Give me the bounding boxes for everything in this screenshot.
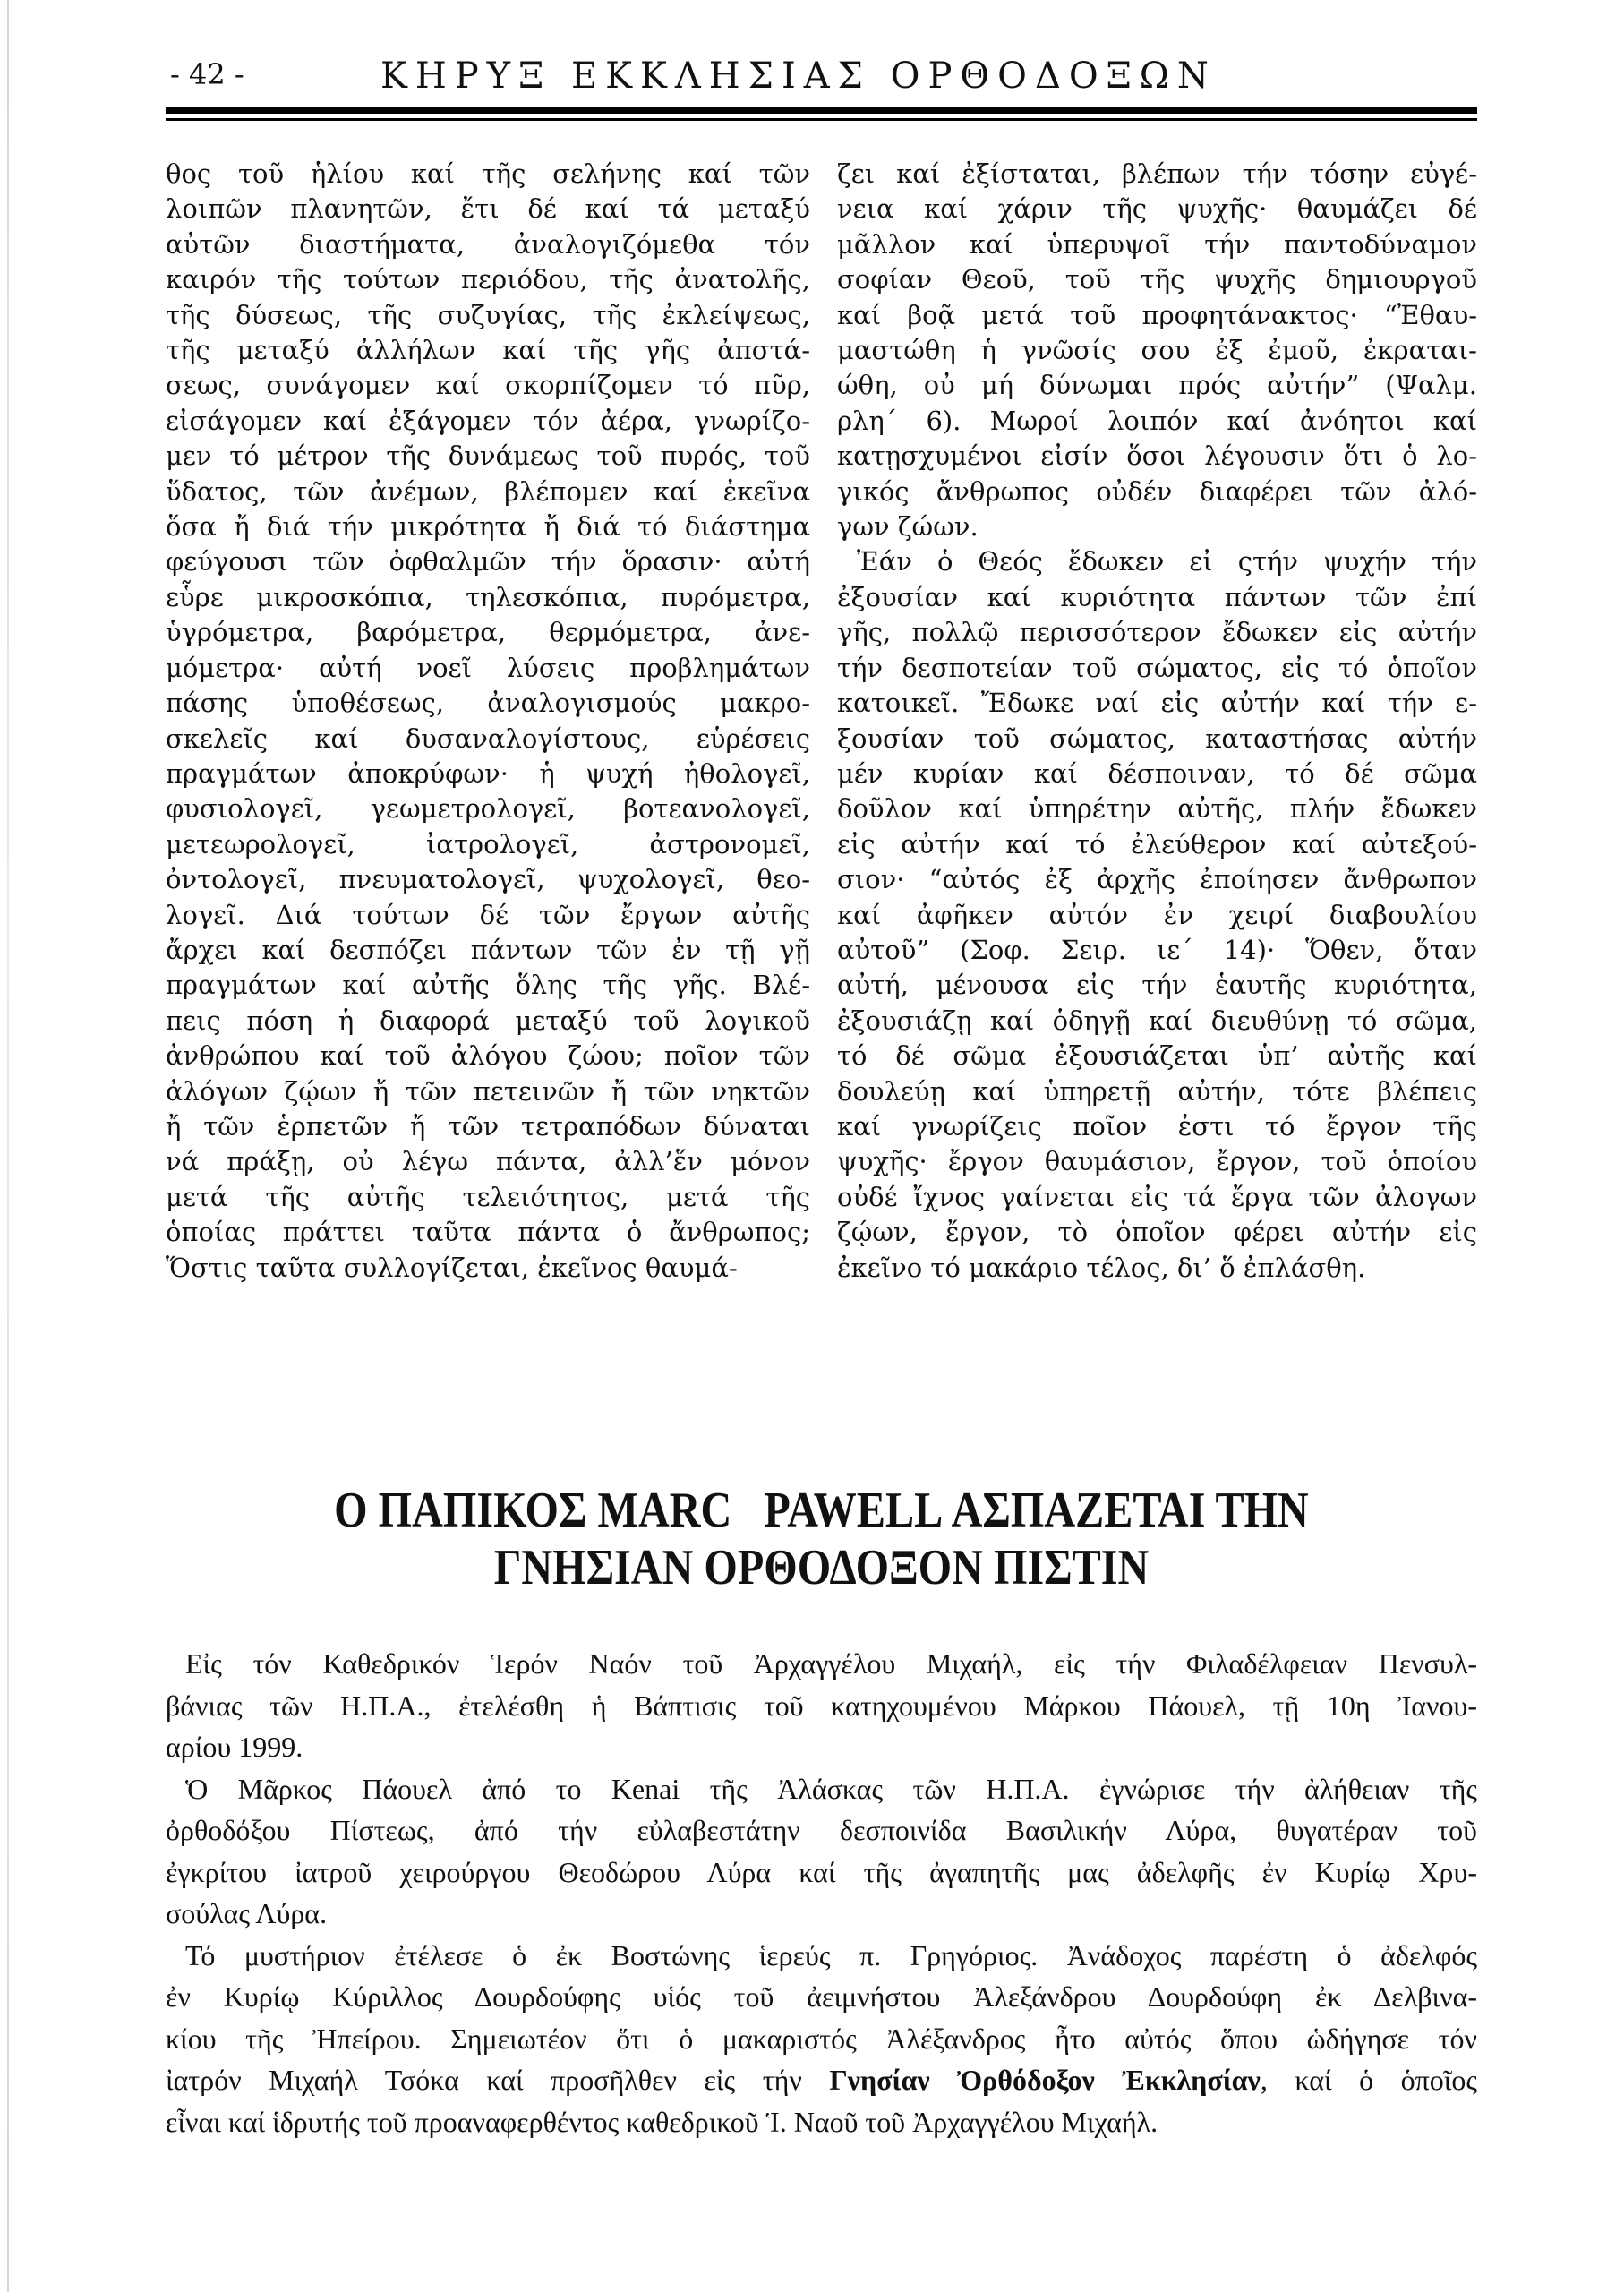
- article-line: Τό μυστήριον ἐτέλεσε ὁ ἐκ Βοστώνης ἱερεύς π. Γρηγόριος. Ἀνάδοχος παρέστη ὁ ἀδελφός: [185, 1938, 1477, 1971]
- text-line: ψυχῆς· ἔργον θαυμάσιον, ἔργον, τοῦ ὁποίου: [837, 1146, 1477, 1177]
- bold-church-name: Γνησίαν Ὀρθόδοξον Ἐκκλησίαν: [829, 2064, 1261, 2096]
- text-line: νεια καί χάριν τῆς ψυχῆς· θαυμάζει δέ: [837, 193, 1477, 225]
- text-line: ὕδατος, τῶν ἀνέμων, βλέπομεν καί ἐκεῖνα: [166, 475, 810, 507]
- article-line: [166, 2059, 1477, 2101]
- text-line: αὐτῶν διαστήματα, ἀναλογιζόμεθα τόν: [166, 228, 810, 260]
- text-line: πάσης ὑποθέσεως, ἀναλογισμούς μακρο-: [166, 688, 810, 719]
- text-line: κατῃσχυμένοι εἰσίν ὅσοι λέγουσιν ὅτι ὁ λο-: [837, 440, 1477, 472]
- text-line: καί ἀφῆκεν αὐτόν ἐν χειρί διαβουλίου: [837, 899, 1477, 930]
- text-line: ἄρχει καί δεσπόζει πάντων τῶν ἐν τῇ γῇ: [166, 934, 810, 965]
- text-line: μέν κυρίαν καί δέσποιναν, τό δέ σῶμα: [837, 757, 1477, 789]
- text-line: λογεῖ. Διά τούτων δέ τῶν ἔργων αὐτῆς: [166, 899, 810, 930]
- article-line: Εἰς τόν Καθεδρικόν Ἱερόν Ναόν τοῦ Ἀρχαγγέλου Μιχαήλ, εἰς τήν Φιλαδέλφειαν Πενσυλ-: [185, 1647, 1477, 1680]
- article-line: αρίου 1999.: [166, 1731, 303, 1763]
- text-line: δοῦλον καί ὑπηρέτην αὐτῆς, πλήν ἔδωκεν: [837, 793, 1477, 825]
- text-line: τήν δεσποτείαν τοῦ σώματος, εἰς τό ὁποῖον: [837, 652, 1477, 683]
- headline-line-1: Ο ΠΑΠΙΚΟΣ MARC PAWELL ΑΣΠΑΖΕΤΑΙ ΤΗΝ: [334, 1483, 1309, 1538]
- article-line: εἶναι καί ἱδρυτής τοῦ προαναφερθέντος καθεδρικοῦ Ἱ. Ναοῦ τοῦ Ἀρχαγγέλου Μιχαήλ.: [166, 2105, 1158, 2138]
- text-line: ξουσίαν τοῦ σώματος, καταστήσας αὐτήν: [837, 723, 1477, 754]
- page-header: [166, 56, 1477, 109]
- article-headline: [258, 1482, 1386, 1596]
- article-line: ὀρθοδόξου Πίστεως, ἀπό τήν εὐλαβεστάτην δεσποινίδα Βασιλικήν Λύρα, θυγατέραν τοῦ: [166, 1814, 1477, 1846]
- text-line: μετά τῆς αὐτῆς τελειότητος, μετά τῆς: [166, 1181, 810, 1212]
- text-line: Ἐάν ὁ Θεός ἔδωκεν εἰ ςτήν ψυχήν τήν: [857, 546, 1477, 577]
- article-line-tail: , καί ὁ ὁποῖος: [1260, 2064, 1477, 2096]
- text-line: πραγμάτων καί αὐτῆς ὅλης τῆς γῆς. Βλέ-: [166, 970, 810, 1001]
- header-rule-thick: [166, 107, 1477, 114]
- masthead-title: ΚΗΡΥΞ ΕΚΚΛΗΣΙΑΣ ΟΡΘΟΔΟΞΩΝ: [380, 56, 1217, 97]
- article-line: βάνιας τῶν Η.Π.Α., ἐτελέσθη ἡ Βάπτισις τοῦ κατηχουμένου Μάρκου Πάουελ, τῇ 10η Ἰανου-: [166, 1689, 1477, 1722]
- text-line: ζῴων, ἔργον, τὸ ὁποῖον φέρει αὐτήν εἰς: [837, 1217, 1477, 1248]
- text-line: λοιπῶν πλανητῶν, ἔτι δέ καί τά μεταξύ: [166, 193, 810, 225]
- text-line: ὁποίας πράττει ταῦτα πάντα ὁ ἄνθρωπος;: [166, 1217, 810, 1248]
- text-line: ὀντολογεῖ, πνευματολογεῖ, ψυχολογεῖ, θεο-: [166, 864, 810, 895]
- article-line: ἐν Κυρίῳ Κύριλλος Δουρδούφης υἱός τοῦ ἀειμνήστου Ἀλεξάνδρου Δουρδούφη ἐκ Δελβινα-: [166, 1980, 1477, 2013]
- scan-edge-artifact: [7, 0, 9, 2292]
- text-line: πραγμάτων ἀποκρύφων· ἡ ψυχή ἠθολογεῖ,: [166, 757, 810, 789]
- text-line: οὐδέ ἴχνος γαίνεται εἰς τά ἔργα τῶν ἀλογων: [837, 1181, 1477, 1212]
- article-line: Ὁ Μᾶρκος Πάουελ ἀπό το Kenai τῆς Ἀλάσκας τῶν Η.Π.Α. ἐγνώρισε τήν ἀλήθειαν τῆς: [185, 1772, 1477, 1805]
- text-line: σοφίαν Θεοῦ, τοῦ τῆς ψυχῆς δημιουργοῦ: [837, 264, 1477, 295]
- text-line: τό δέ σῶμα ἐξουσιάζεται ὑπ’ αὐτῆς καί: [837, 1040, 1477, 1072]
- text-line: γων ζώων.: [837, 511, 979, 543]
- text-line: ἐξουσίαν καί κυριότητα πάντων τῶν ἐπί: [837, 581, 1477, 612]
- text-line: ζει καί ἐξίσταται, βλέπων τήν τόσην εὐγέ-: [837, 158, 1477, 189]
- text-line: νά πράξῃ, οὐ λέγω πάντα, ἀλλ’ἕν μόνον: [166, 1146, 810, 1177]
- article-body: [166, 1643, 1477, 2142]
- text-line: αὐτή, μένουσα εἰς τήν ἑαυτῆς κυριότητα,: [837, 970, 1477, 1001]
- text-line: γῆς, πολλῷ περισσότερον ἔδωκεν εἰς αὐτήν: [837, 617, 1477, 648]
- article-line: σούλας Λύρα.: [166, 1897, 328, 1929]
- text-line: ώθη, οὐ μή δύνωμαι πρός αὐτήν” (Ψαλμ.: [837, 370, 1477, 401]
- text-line: ρλη΄ 6). Μωροί λοιπόν καί ἀνόητοι καί: [837, 405, 1477, 436]
- text-line: κατοικεῖ. Ἔδωκε ναί εἰς αὐτήν καί τήν ε-: [837, 688, 1477, 719]
- text-line: ἀνθρώπου καί τοῦ ἀλόγου ζώου; ποῖον τῶν: [166, 1040, 810, 1072]
- page-number: - 42 -: [170, 57, 244, 91]
- text-line: ἐκεῖνο τό μακάριο τέλος, δι’ ὅ ἐπλάσθη.: [837, 1252, 1366, 1283]
- article-line-head: ἰατρόν Μιχαήλ Τσόκα καί προσῆλθεν εἰς τήν: [166, 2064, 830, 2096]
- text-line: καιρόν τῆς τούτων περιόδου, τῆς ἀνατολῆς,: [166, 264, 810, 295]
- text-line: τῆς μεταξύ ἀλλήλων καί τῆς γῆς ἀπστά-: [166, 335, 810, 366]
- text-line: καί βοᾷ μετά τοῦ προφητάνακτος· “Ἐθαυ-: [837, 299, 1477, 330]
- text-line: ἐξουσιάζῃ καί ὁδηγῇ καί διευθύνῃ τό σῶμα,: [837, 1005, 1477, 1036]
- text-line: ἀλόγων ζῴων ἤ τῶν πετεινῶν ἤ τῶν νηκτῶν: [166, 1075, 810, 1107]
- text-line: μόμετρα· αὐτή νοεῖ λύσεις προβλημάτων: [166, 652, 810, 683]
- text-line: φεύγουσι τῶν ὀφθαλμῶν τήν ὅρασιν· αὐτή: [166, 546, 810, 577]
- text-line: Ὅστις ταῦτα συλλογίζεται, ἐκεῖνος θαυμά-: [166, 1252, 738, 1283]
- text-line: καί γνωρίζεις ποῖον ἐστι τό ἔργον τῆς: [837, 1110, 1477, 1142]
- text-line: θος τοῦ ἡλίου καί τῆς σελήνης καί τῶν: [166, 158, 810, 189]
- text-line: σιον· “αὐτός ἐξ ἀρχῆς ἐποίησεν ἄνθρωπον: [837, 864, 1477, 895]
- text-line: εἰς αὐτήν καί τό ἐλεύθερον καί αὐτεξού-: [837, 828, 1477, 860]
- text-line: φυσιολογεῖ, γεωμετρολογεῖ, βοτεανολογεῖ,: [166, 793, 810, 825]
- right-column: [837, 157, 1477, 1286]
- text-line: ἤ τῶν ἑρπετῶν ἤ τῶν τετραπόδων δύναται: [166, 1110, 810, 1142]
- text-line: σεως, συνάγομεν καί σκορπίζομεν τό πῦρ,: [166, 370, 810, 401]
- text-line: σκελεῖς καί δυσαναλογίστους, εὑρέσεις: [166, 723, 810, 754]
- text-line: ὅσα ἤ διά τήν μικρότητα ἤ διά τό διάστημα: [166, 511, 810, 543]
- header-rule-thin: [166, 118, 1477, 121]
- text-line: εὗρε μικροσκόπια, τηλεσκόπια, πυρόμετρα,: [166, 581, 810, 612]
- text-line: μᾶλλον καί ὑπερυψοῖ τήν παντοδύναμον: [837, 228, 1477, 260]
- text-line: μεν τό μέτρον τῆς δυνάμεως τοῦ πυρός, τοῦ: [166, 440, 810, 472]
- text-line: γικός ἄνθρωπος οὐδέν διαφέρει τῶν ἀλό-: [837, 475, 1477, 507]
- text-line: μετεωρολογεῖ, ἰατρολογεῖ, ἀστρονομεῖ,: [166, 828, 810, 860]
- left-column: [166, 157, 810, 1286]
- text-line: μαστώθη ἡ γνῶσίς σου ἐξ ἐμοῦ, ἐκραται-: [837, 335, 1477, 366]
- text-line: αὐτοῦ” (Σοφ. Σειρ. ιε΄ 14)· Ὅθεν, ὅταν: [837, 934, 1477, 965]
- headline-line-2: ΓΝΗΣΙΑΝ ΟΡΘΟΔΟΞΟΝ ΠΙΣΤΙΝ: [493, 1540, 1150, 1595]
- text-line: εἰσάγομεν καί ἐξάγομεν τόν ἀέρα, γνωρίζο-: [166, 405, 810, 436]
- text-line: ὑγρόμετρα, βαρόμετρα, θερμόμετρα, ἀνε-: [166, 617, 810, 648]
- article-line: κίου τῆς Ἠπείρου. Σημειωτέον ὅτι ὁ μακαριστός Ἀλέξανδρος ἦτο αὐτός ὅπου ὡδήγησε τόν: [166, 2022, 1477, 2055]
- text-line: τῆς δύσεως, τῆς συζυγίας, τῆς ἐκλείψεως,: [166, 299, 810, 330]
- text-line: δουλεύῃ καί ὑπηρετῇ αὐτήν, τότε βλέπεις: [837, 1075, 1477, 1107]
- text-line: πεις πόση ἡ διαφορά μεταξύ τοῦ λογικοῦ: [166, 1005, 810, 1036]
- article-line: ἐγκρίτου ἰατροῦ χειρούργου Θεοδώρου Λύρα καί τῆς ἀγαπητῆς μας ἀδελφῆς ἐν Κυρίῳ Χρυ-: [166, 1855, 1477, 1888]
